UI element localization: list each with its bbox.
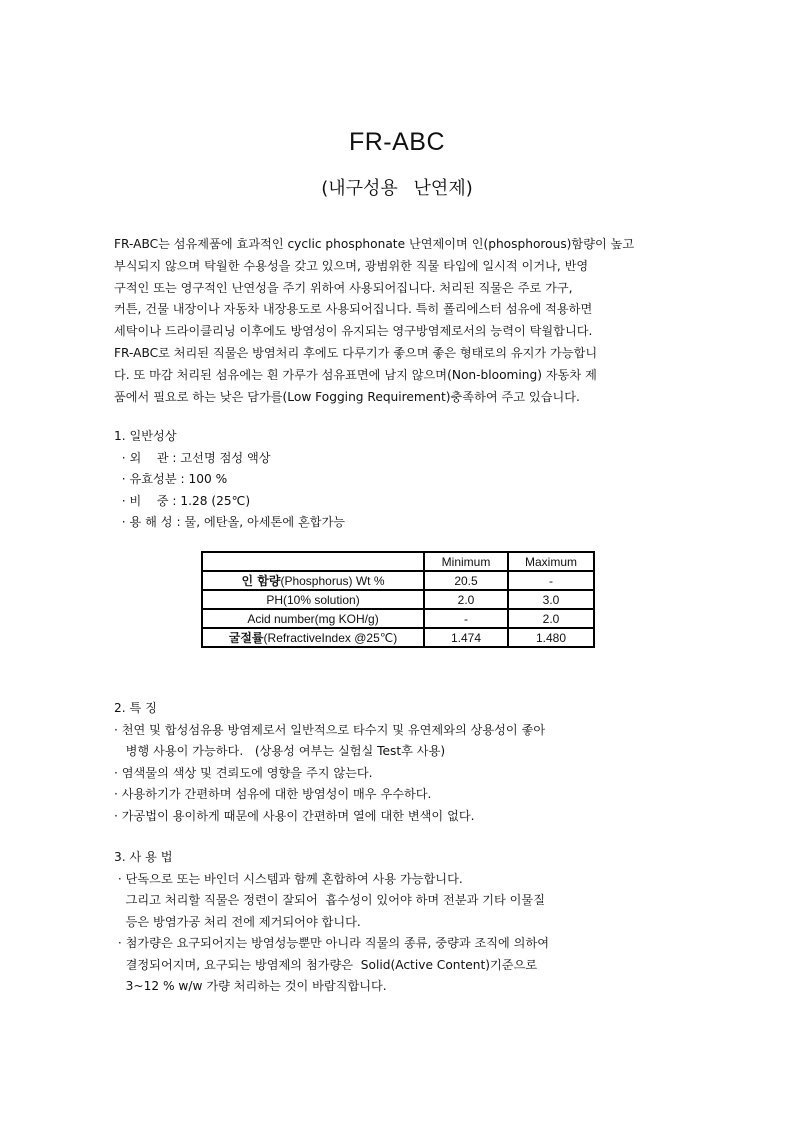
section-general-properties xyxy=(114,426,345,534)
document-subtitle: (내구성용 난연제) xyxy=(321,178,473,199)
intro-line: 커튼, 건물 내장이나 자동차 내장용도로 사용되어집니다. 특히 폴리에스터 섬유에 적용하면 xyxy=(114,302,593,317)
label-bold: 인 함량 xyxy=(241,574,281,588)
table-cell-max: - xyxy=(508,571,594,590)
label-bold: 굴절률 xyxy=(228,631,264,645)
table-cell-max: 1.480 xyxy=(508,628,594,647)
intro-line: FR-ABC는 섬유제품에 효과적인 cyclic phosphonate 난연제이며 인(phosphorous)함량이 높고 xyxy=(114,237,635,251)
usage-item: · 첨가량은 요구되어지는 방염성능뿐만 아니라 직물의 종류, 중량과 조직에 의하여 xyxy=(114,936,550,950)
section-features xyxy=(114,698,545,827)
specification-table xyxy=(201,551,595,648)
feature-item: · 천연 및 합성섬유용 방염제로서 일반적으로 타수지 및 유연제와의 상용성이 좋아 xyxy=(114,722,546,737)
table-cell-min: 2.0 xyxy=(424,590,508,609)
property-item: · 비 중 : 1.28 (25℃) xyxy=(114,493,251,508)
table-header-cell: Maximum xyxy=(508,552,594,571)
section-heading: 3. 사 용 법 xyxy=(114,850,173,864)
usage-item: 결정되어지며, 요구되는 방염제의 첨가량은 Solid(Active Content)기준으로 xyxy=(114,957,538,972)
label-rest: PH(10% solution) xyxy=(266,592,360,607)
table-cell-label xyxy=(202,628,424,647)
table-cell-max: 2.0 xyxy=(508,609,594,628)
table-row xyxy=(202,590,594,609)
section-usage xyxy=(114,847,549,998)
label-rest: (Phosphorus) Wt % xyxy=(280,574,385,588)
usage-item: 등은 방염가공 처리 전에 제거되어야 합니다. xyxy=(114,914,361,929)
usage-item: · 단독으로 또는 바인더 시스템과 함께 혼합하여 사용 가능합니다. xyxy=(114,871,463,886)
intro-line: 품에서 필요로 하는 낮은 담가를(Low Fogging Requirement)충족하여 주고 있습니다. xyxy=(114,389,580,404)
intro-line: 구적인 또는 영구적인 난연성을 주기 위하여 사용되어집니다. 처리된 직물은 주로 가구, xyxy=(114,280,573,295)
table-header-cell xyxy=(202,552,424,571)
table-cell-min: 20.5 xyxy=(424,571,508,590)
feature-item: · 염색물의 색상 및 견뢰도에 영향을 주지 않는다. xyxy=(114,765,373,780)
feature-item: · 가공법이 용이하게 때문에 사용이 간편하며 열에 대한 변색이 없다. xyxy=(114,808,475,823)
table-row xyxy=(202,609,594,628)
table-cell-min: 1.474 xyxy=(424,628,508,647)
intro-line: FR-ABC로 처리된 직물은 방염처리 후에도 다루기가 좋으며 좋은 형태로의 유지가 가능합니 xyxy=(114,345,598,360)
table-cell-label xyxy=(202,571,424,590)
table-cell-label xyxy=(202,609,424,628)
table-header-row xyxy=(202,552,594,571)
table-cell-max: 3.0 xyxy=(508,590,594,609)
label-rest: Acid number(mg KOH/g) xyxy=(247,611,379,626)
property-item: · 용 해 성 : 물, 에탄올, 아세톤에 혼합가능 xyxy=(114,515,346,529)
table-cell-min: - xyxy=(424,609,508,628)
feature-item: · 사용하기가 간편하며 섬유에 대한 방염성이 매우 우수하다. xyxy=(114,787,432,801)
document-title: FR-ABC xyxy=(348,128,446,156)
intro-paragraph xyxy=(114,234,682,408)
section-heading: 1. 일반성상 xyxy=(114,429,177,443)
intro-line: 부식되지 않으며 탁월한 수용성을 갖고 있으며, 광범위한 직물 타입에 일시적 이거나, 반영 xyxy=(114,258,589,273)
usage-item: 그리고 처리할 직물은 정련이 잘되어 흡수성이 있어야 하며 전분과 기타 이물질 xyxy=(114,893,545,907)
label-rest: (RefractiveIndex @25℃) xyxy=(263,631,398,645)
intro-line: 다. 또 마감 처리된 섬유에는 흰 가루가 섬유표면에 남지 않으며(Non-blooming) 자동차 제 xyxy=(114,367,597,382)
table-cell-label xyxy=(202,590,424,609)
section-heading: 2. 특 징 xyxy=(114,701,157,715)
feature-item: 병행 사용이 가능하다. (상용성 여부는 실험실 Test후 사용) xyxy=(114,744,446,758)
usage-item: 3~12 % w/w 가량 처리하는 것이 바람직합니다. xyxy=(114,979,387,993)
property-item: · 유효성분 : 100 % xyxy=(114,472,228,486)
table-row xyxy=(202,628,594,647)
table-header-cell: Minimum xyxy=(424,552,508,571)
table-row xyxy=(202,571,594,590)
intro-line: 세탁이나 드라이클리닝 이후에도 방염성이 유지되는 영구방염제로서의 능력이 탁월합니다. xyxy=(114,324,593,339)
property-item: · 외 관 : 고선명 점성 액상 xyxy=(114,450,271,465)
